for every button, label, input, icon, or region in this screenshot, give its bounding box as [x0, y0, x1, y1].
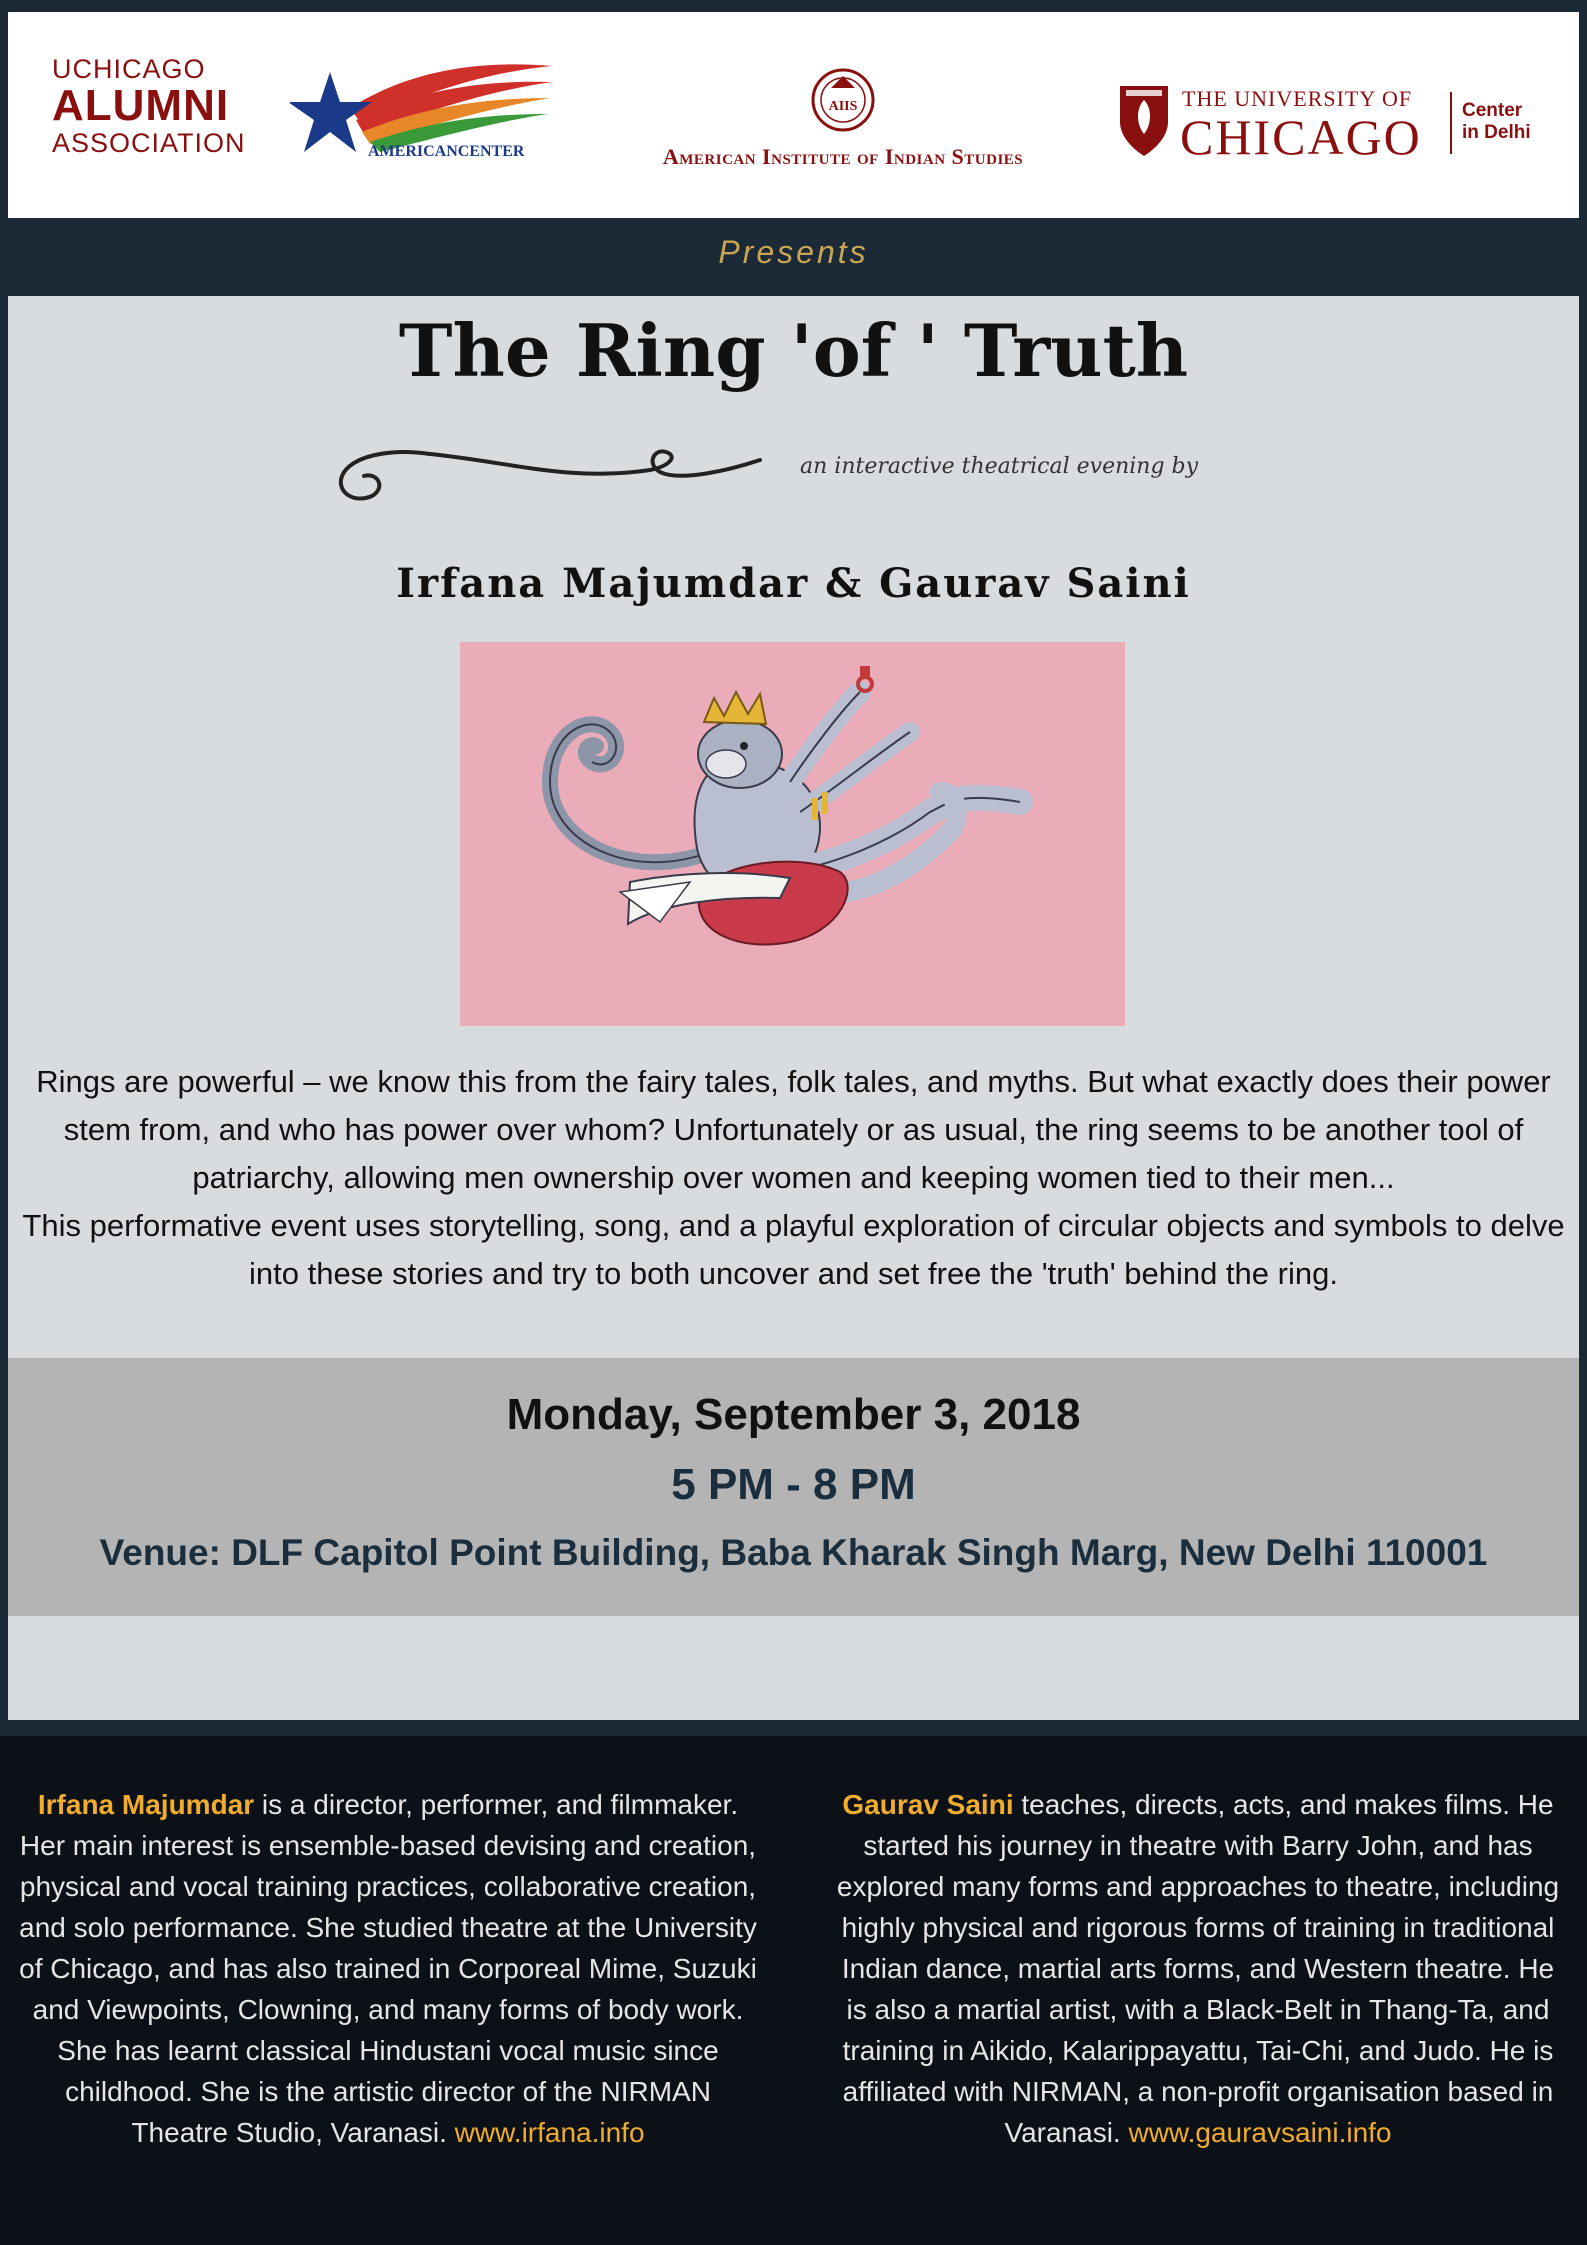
aiis-emblem-icon — [598, 62, 1088, 142]
uchicago-center-delhi-logo — [1114, 74, 1574, 174]
bio-gaurav-link[interactable]: www.gauravsaini.info — [1128, 2117, 1392, 2148]
uchicago-alumni-logo — [52, 54, 272, 158]
bio-irfana-text: is a director, performer, and filmmaker. Her main interest is ensemble-based devising and creation, physical and vocal training practices, collaborative creation, and solo performance. She studied theatre at the University of Chicago, and has also trained in Corporeal Mime, Suzuki and Viewpoints, Clowning, and many forms of body work. She has learnt classical Hindustani vocal music since childhood. She is the artistic director of the NIRMAN Theatre Studio, Varanasi. — [19, 1789, 757, 2148]
aiis-emblem-text: AIIS — [828, 99, 858, 114]
event-subtitle: an interactive theatrical evening by — [800, 454, 1199, 479]
alumni-logo-line3: ASSOCIATION — [52, 128, 246, 158]
uchicago-line1: THE UNIVERSITY OF — [1182, 86, 1413, 111]
bio-irfana — [18, 1784, 758, 2153]
description-paragraph-1: Rings are powerful – we know this from the fairy tales, folk tales, and myths. But what exactly does their power stem from, and who has power over whom? Unfortunately or as usual, the ring seems to be another tool of patriarchy, allowing men ownership over women and keeping women tied to their men... — [36, 1064, 1551, 1195]
center-in-delhi — [1462, 100, 1562, 144]
uchicago-line2: CHICAGO — [1180, 109, 1422, 165]
event-venue: Venue: DLF Capitol Point Building, Baba Kharak Singh Marg, New Delhi 110001 — [99, 1532, 1488, 1573]
logo-divider — [1450, 92, 1452, 154]
star-swoosh-icon — [290, 60, 560, 180]
event-date: Monday, September 3, 2018 — [506, 1390, 1081, 1439]
alumni-logo-line2: ALUMNI — [52, 81, 230, 130]
event-description — [22, 1058, 1565, 1298]
bio-irfana-link[interactable]: www.irfana.info — [454, 2117, 645, 2148]
hanuman-artwork — [460, 642, 1125, 1026]
bio-gaurav — [828, 1784, 1568, 2153]
bio-irfana-name: Irfana Majumdar — [37, 1789, 255, 1820]
american-center-logo — [290, 60, 560, 180]
uchicago-shield-icon — [1114, 82, 1174, 162]
logo-bar — [8, 12, 1579, 218]
aiis-logo — [598, 62, 1088, 182]
center-line1: Center — [1462, 100, 1523, 121]
performers-names: Irfana Majumdar & Gaurav Saini — [396, 560, 1191, 607]
presents-text: Presents — [718, 234, 869, 270]
aiis-name: American Institute of Indian Studies — [662, 144, 1024, 169]
center-line2: in Delhi — [1462, 122, 1531, 143]
event-time: 5 PM - 8 PM — [671, 1460, 916, 1509]
event-title: The Ring 'of ' Truth — [398, 308, 1189, 393]
alumni-logo-line1: UCHICAGO — [52, 54, 206, 84]
bio-gaurav-text: teaches, directs, acts, and makes films. He started his journey in theatre with Barry John, and has explored many forms and approaches to theatre, including highly physical and rigorous forms of training in traditional Indian dance, martial arts forms, and Western theatre. He is also a martial artist, with a Black-Belt in Thang-Ta, and training in Aikido, Kalarippayattu, Tai-Chi, and Judo. He is affiliated with NIRMAN, a non-profit organisation based in Varanasi. — [836, 1789, 1560, 2148]
description-paragraph-2: This performative event uses storytelling, song, and a playful exploration of circular objects and symbols to delve into these stories and try to both uncover and set free the 'truth' behind the ring. — [22, 1208, 1565, 1291]
bio-gaurav-name: Gaurav Saini — [842, 1789, 1014, 1820]
decorative-swash-icon — [330, 426, 770, 516]
american-center-text: AMERICANCENTER — [368, 143, 525, 160]
